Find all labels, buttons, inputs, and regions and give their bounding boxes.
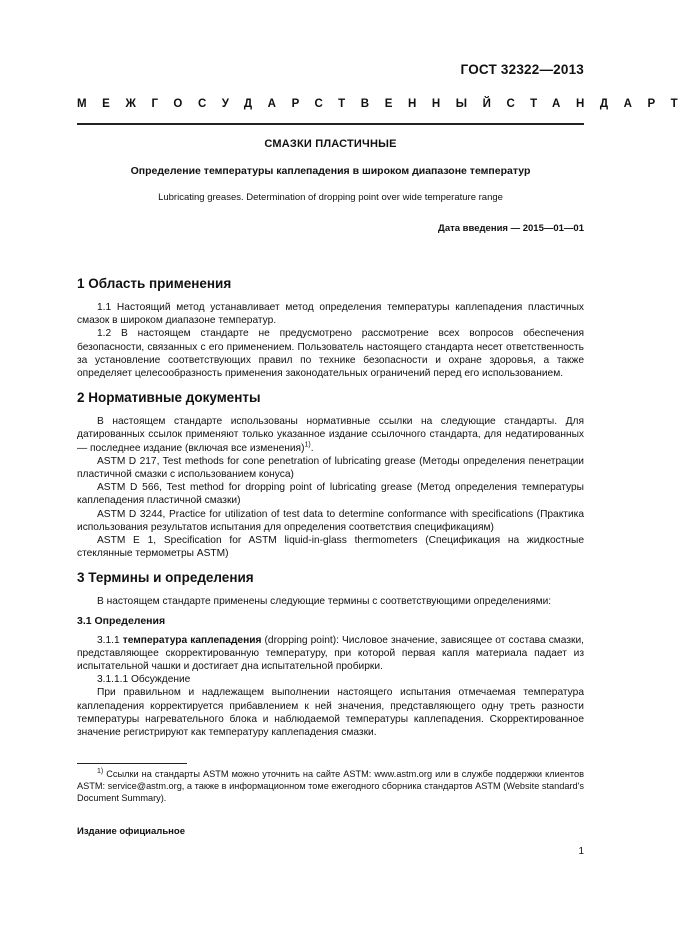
section-heading: 3 Термины и определения	[77, 570, 254, 586]
paragraph	[77, 595, 584, 608]
definition	[77, 634, 584, 674]
document-title: СМАЗКИ ПЛАСТИЧНЫЕ	[264, 138, 397, 150]
document-subtitle: Определение температуры каплепадения в широком диапазоне температур	[130, 165, 531, 177]
footnote-mark: 1)	[97, 767, 104, 775]
reference-item	[77, 455, 584, 481]
footnote-rule	[77, 763, 187, 764]
banner-word-interstate: МЕЖГОСУДАРСТВЕННЫЙ	[77, 98, 507, 110]
standard-type-banner	[77, 98, 693, 110]
subsection-heading: 3.1 Определения	[77, 614, 166, 627]
paragraph	[77, 415, 584, 455]
footnote	[77, 768, 584, 804]
introduction-date: Дата введения — 2015—01—01	[438, 223, 584, 234]
reference-item	[77, 481, 584, 507]
definition-text: (dropping point): Числовое значение, зависящее от состава смазки, представляющее скорректированную температуру, при которой первая капля материала падает из испытательной чашки и достигает дна испытательной пробирки.	[77, 634, 584, 673]
definition-number: 3.1.1	[97, 634, 123, 646]
section-terms	[77, 570, 584, 739]
section-normative-references	[77, 390, 584, 560]
reference-item	[77, 534, 584, 560]
english-title: Lubricating greases. Determination of dropping point over wide temperature range	[158, 192, 503, 203]
section-heading: 2 Нормативные документы	[77, 390, 261, 406]
reference-text: ASTM D 566, Test method for dropping point of lubricating grease (Метод определения температуры каплепадения пластичной смазки)	[77, 482, 584, 507]
banner-word-standard: СТАНДАРТ	[506, 98, 693, 110]
official-edition-label: Издание официальное	[77, 826, 185, 837]
reference-text: ASTM D 3244, Practice for utilization of test data to determine conformance with specifications (Практика использования результатов испытания для определения соответствия спецификациям)	[77, 508, 584, 533]
header-rule	[77, 123, 584, 125]
section-heading: 1 Область применения	[77, 276, 232, 291]
reference-text: ASTM D 217, Test methods for cone penetration of lubricating grease (Методы определения пенетрации пластичной смазки с использованием конуса)	[77, 455, 584, 481]
discussion-label: 3.1.1.1 Обсуждение	[97, 674, 191, 686]
page-number: 1	[578, 846, 584, 857]
discussion-text: При правильном и надлежащем выполнении настоящего испытания отмечаемая температура каплепадения корректируется прибавлением к ней значения, представляющего одну треть разности температуры нагревательного блока и наблюдаемой температуры каплепадения. Скорректированное значение регистрируют как температуру каплепадения смазки.	[77, 687, 584, 739]
paragraph-text: В настоящем стандарте применены следующие термины с соответствующими определениями:	[97, 596, 552, 608]
footnote-text: Ссылки на стандарты ASTM можно уточнить на сайте ASTM: www.astm.org или в службе поддержки клиентов ASTM: service@astm.org, а также в информационном томе ежегодного сборника стандартов ASTM (Website standard's Document Summary).	[77, 769, 584, 803]
paragraph-text: 1.1 Настоящий метод устанавливает метод определения температуры каплепадения пластичных смазок в широком диапазоне температур.	[77, 302, 584, 327]
footnote-reference[interactable]: 1)	[304, 441, 311, 449]
paragraph	[77, 301, 584, 327]
paragraph-text: 1.2 В настоящем стандарте не предусмотрено рассмотрение всех вопросов обеспечения безопасности, связанных с его применением. Пользователь настоящего стандарта несет ответственность за установление соответствующих правил по технике безопасности и охране здоровья, а также определяет целесообразность применения законодательных ограничений перед его использованием.	[77, 328, 584, 380]
section-scope	[77, 276, 584, 380]
paragraph-end: .	[310, 442, 314, 454]
document-body	[77, 276, 584, 749]
paragraph	[77, 327, 584, 380]
reference-text: ASTM E 1, Specification for ASTM liquid-in-glass thermometers (Спецификация на жидкостные стеклянные термометры ASTM)	[77, 535, 584, 560]
definition-term: температура каплепадения	[122, 634, 262, 646]
paragraph-text: В настоящем стандарте использованы нормативные ссылки на следующие стандарты. Для датированных ссылок применяют только указанное издание ссылочного стандарта, для недатированных — последнее издание (включая все изменения)	[77, 416, 584, 454]
standard-number: ГОСТ 32322—2013	[460, 62, 584, 77]
reference-item	[77, 508, 584, 534]
